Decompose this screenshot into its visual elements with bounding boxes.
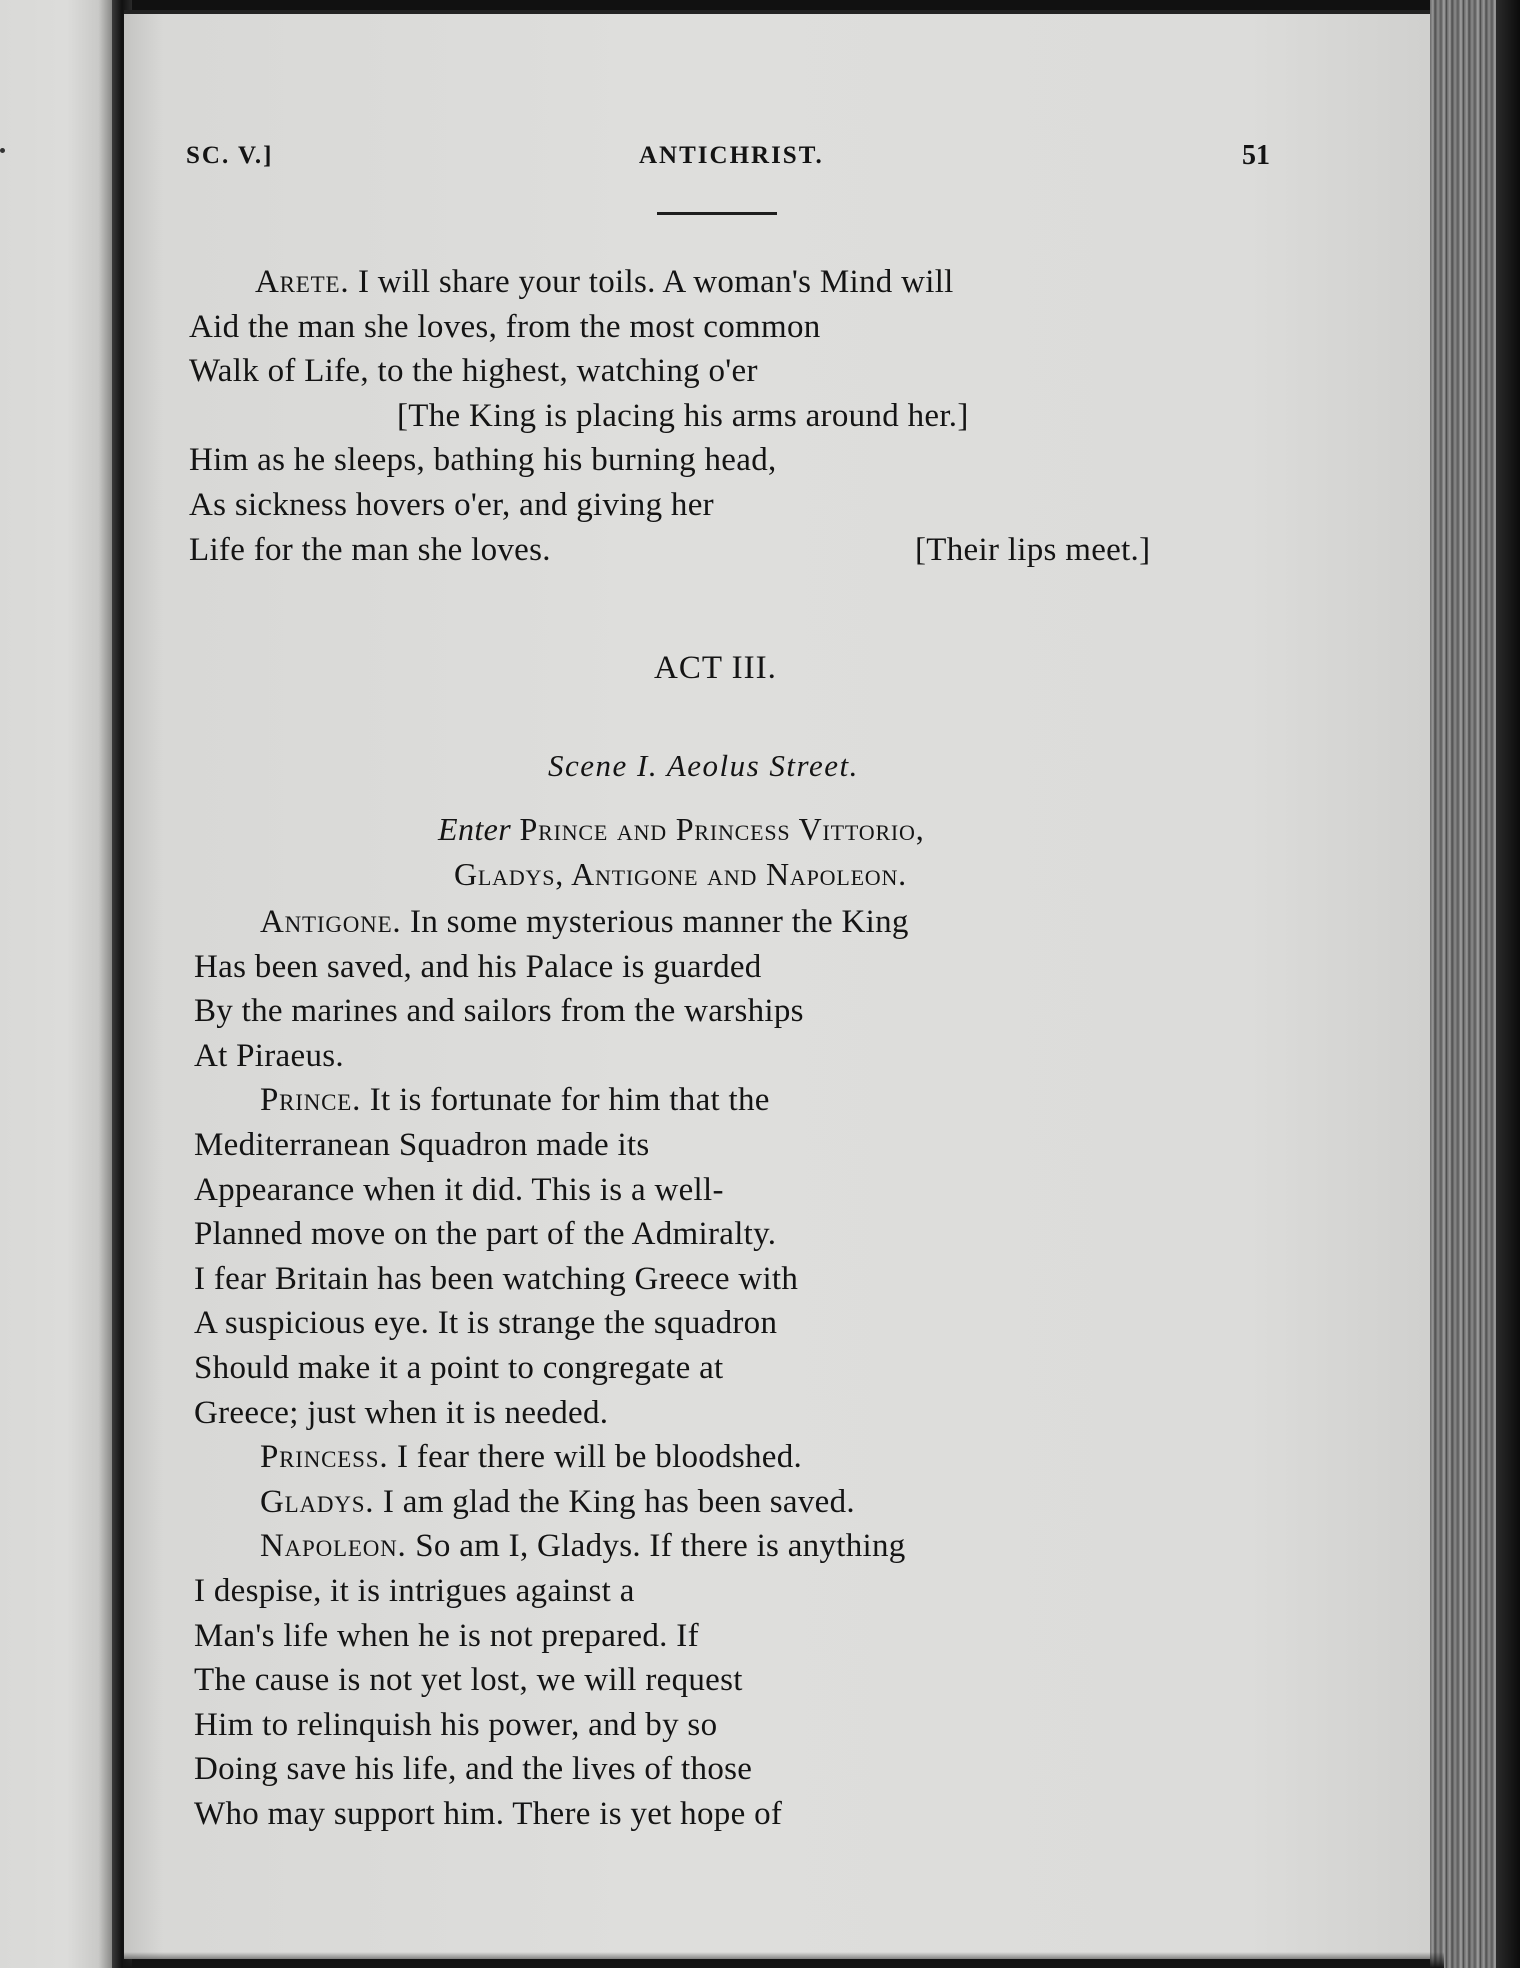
speech-text: I am glad the King has been saved. [382,1483,855,1520]
speech-line: A suspicious eye. It is strange the squadron [194,1305,778,1342]
speech-line [194,1524,909,1569]
speaker-name: Prince. [260,1082,362,1119]
speech-line [194,1480,909,1525]
entrance-line-2 [454,856,907,893]
speech-line: I fear Britain has been watching Greece with [194,1260,799,1297]
speech-line: Doing save his life, and the lives of those [194,1751,753,1788]
speech-line: Aid the man she loves, from the most common [189,308,821,345]
speech-text: It is fortunate for him that the [369,1082,770,1119]
speech-text: I will share your toils. A woman's Mind will [357,264,954,300]
speech-line: I despise, it is intrigues against a [194,1572,635,1609]
speech-line: Man's life when he is not prepared. If [194,1617,699,1654]
speech-line: Planned move on the part of the Admiralty. [194,1216,777,1253]
arete-speech [189,260,1151,572]
speech-line [189,528,1151,573]
stage-direction: [Their lips meet.] [915,531,1151,568]
speaker-name: Arete. [255,264,350,300]
speech-line [194,1078,909,1123]
speech-line: Him to relinquish his power, and by so [194,1706,718,1743]
running-head-section: SC. V.] [186,142,274,169]
dialogue [194,900,909,1836]
entrance-names: Gladys, Antigone and Napoleon. [454,856,907,892]
speaker-name: Princess. [260,1439,389,1476]
speech-line: Who may support him. There is yet hope of [194,1795,783,1832]
speech-line: As sickness hovers o'er, and giving her [189,486,714,523]
speech-line: Appearance when it did. This is a well- [194,1171,724,1208]
speech-text: In some mysterious manner the King [410,904,909,940]
speech-line: Mediterranean Squadron made its [194,1126,650,1163]
page-mark [0,148,5,153]
speech-line: Him as he sleeps, bathing his burning head, [189,442,777,479]
speaker-name: Gladys. [260,1483,375,1520]
running-head-title: ANTICHRIST. [639,142,824,169]
entrance-names: Prince and Princess Vittorio, [519,811,925,847]
stage-direction: [The King is placing his arms around her.] [397,397,969,434]
page-bottom-shadow [124,1952,1444,1968]
speech-line: By the marines and sailors from the warships [194,993,804,1030]
page-stack-edges [1430,0,1520,1968]
speech-line [194,900,909,945]
speech-line: The cause is not yet lost, we will request [194,1662,743,1699]
speech-text: I fear there will be bloodshed. [396,1439,803,1476]
scene-heading: Scene I. Aeolus Street. [548,748,859,783]
speech-line: Greece; just when it is needed. [194,1394,609,1431]
speech-line: Should make it a point to congregate at [194,1349,724,1386]
speech-line [194,1435,909,1480]
facing-page-edge [0,0,112,1968]
speech-line: Has been saved, and his Palace is guarded [194,948,762,985]
enter-word: Enter [438,811,512,847]
book-page [124,10,1444,1959]
act-heading: ACT III. [654,650,777,686]
entrance-line-1 [438,811,925,848]
speech-line [189,260,969,305]
speech-line: At Piraeus. [194,1037,344,1074]
speaker-name: Antigone. [260,904,402,940]
speech-line: Walk of Life, to the highest, watching o'er [189,353,758,390]
page-number: 51 [1242,140,1270,171]
header-rule [657,212,777,215]
speech-text: Life for the man she loves. [189,531,551,568]
speech-text: So am I, Gladys. If there is anything [415,1528,906,1565]
speaker-name: Napoleon. [260,1528,407,1565]
